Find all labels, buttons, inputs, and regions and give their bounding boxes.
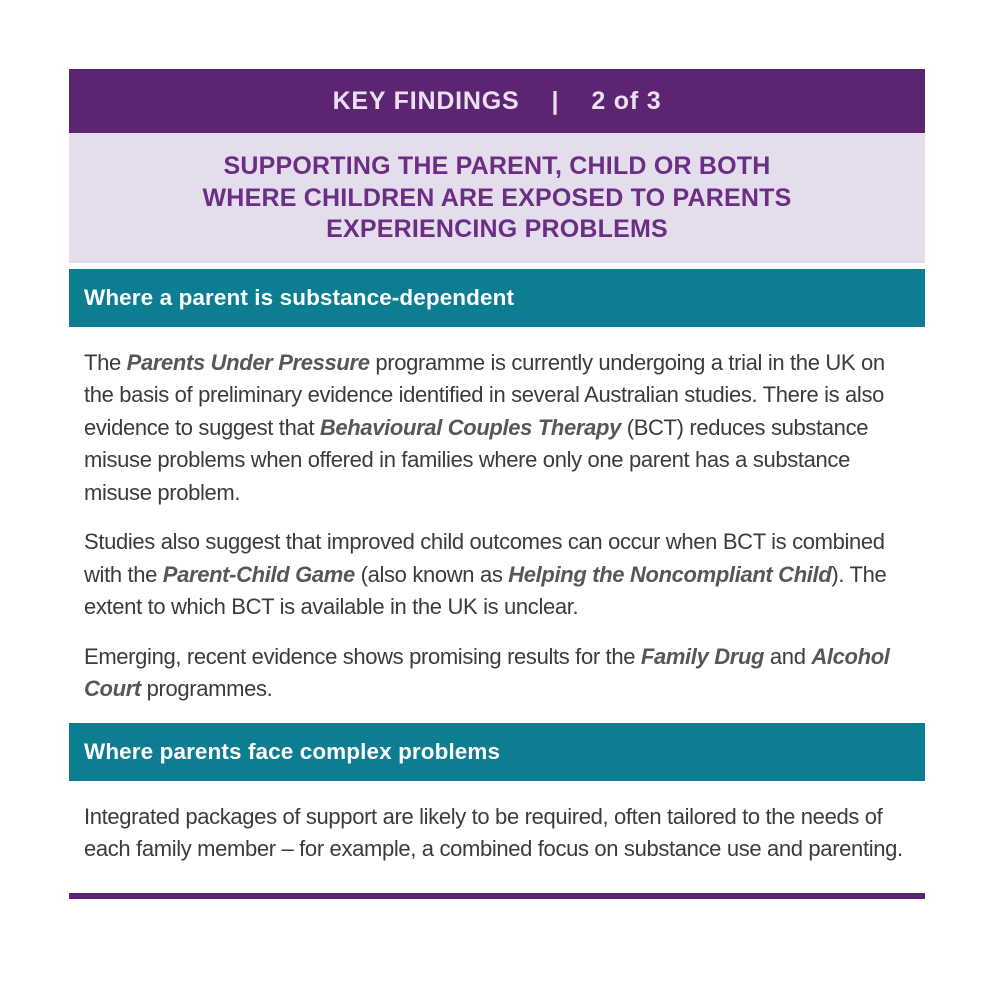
header-separator: | (551, 86, 560, 115)
paragraph: Emerging, recent evidence shows promising results for the Family Drug and Alcohol Court programmes. (84, 643, 890, 701)
document-title-line: SUPPORTING THE PARENT, CHILD OR BOTH (223, 152, 771, 180)
section-heading-label: Where parents face complex problems (84, 738, 501, 764)
paragraph: Integrated packages of support are likely to be required, often tailored to the needs of each family member – for example, a combined focus on substance use and parenting. (84, 803, 903, 861)
key-findings-label: KEY FINDINGS (332, 86, 520, 115)
document-title-block (69, 133, 925, 263)
section-heading-complex-problems (69, 723, 925, 781)
bottom-divider (69, 893, 925, 899)
page-indicator: 2 of 3 (591, 86, 662, 115)
key-findings-header-bar (69, 69, 925, 133)
section-heading-substance-dependent (69, 269, 925, 327)
content-column (69, 69, 925, 899)
section-body-complex-problems (69, 801, 925, 866)
document-title-line: EXPERIENCING PROBLEMS (326, 215, 668, 243)
paragraph: The Parents Under Pressure programme is currently undergoing a trial in the UK on the basis of preliminary evidence identified in several Australian studies. There is also evidence to suggest that Behavioural Couples Therapy (BCT) reduces substance misuse problems when offered in families where only one parent has a substance misuse problem. (84, 349, 885, 505)
document-title-line: WHERE CHILDREN ARE EXPOSED TO PARENTS (202, 183, 792, 212)
section-body-substance-dependent (69, 347, 925, 706)
paragraph: Studies also suggest that improved child outcomes can occur when BCT is combined with the Parent-Child Game (also known as Helping the Noncompliant Child). The extent to which BCT is available in the UK is unclear. (84, 529, 887, 619)
section-heading-label: Where a parent is substance-dependent (84, 284, 515, 310)
